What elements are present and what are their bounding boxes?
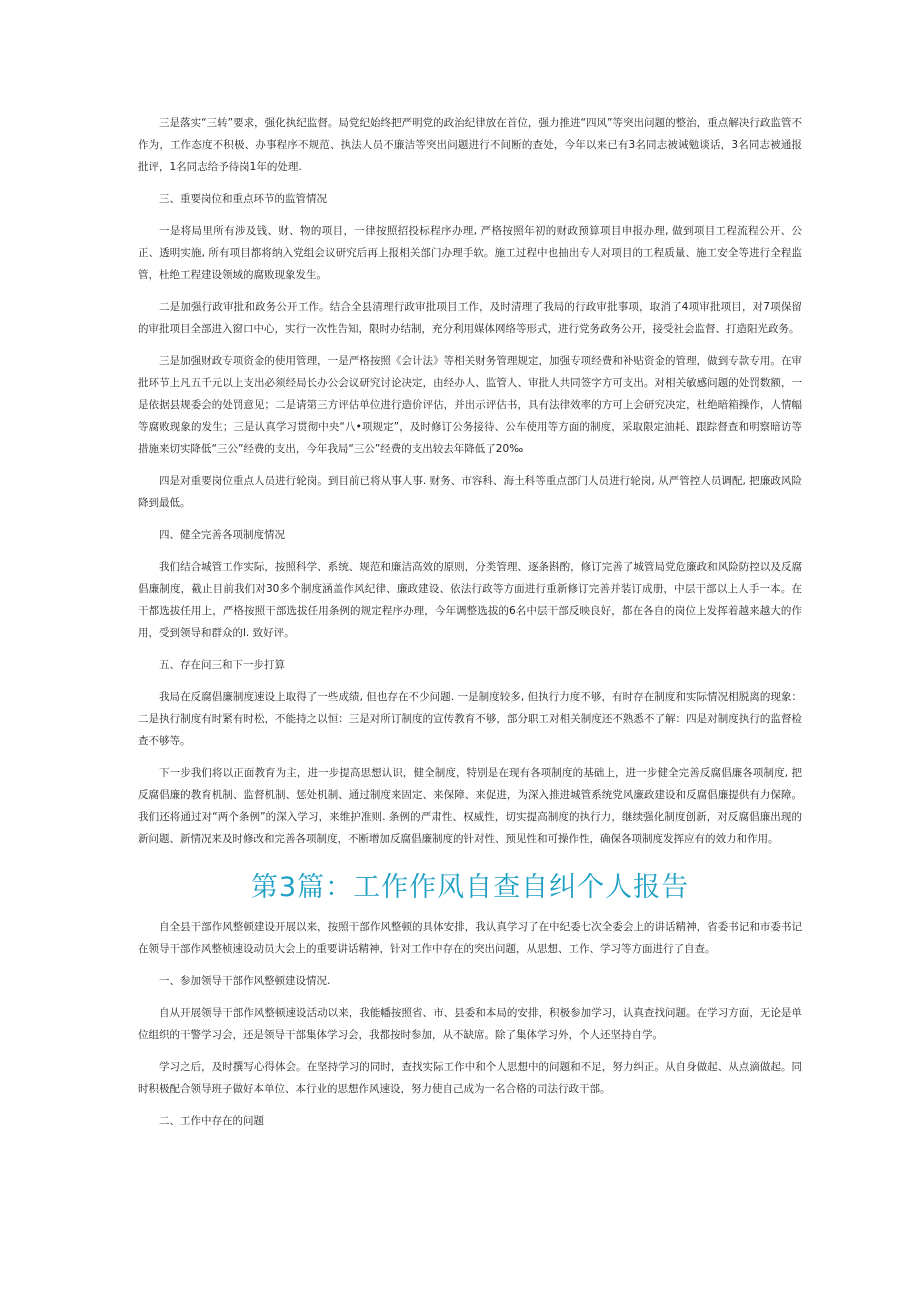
paragraph-reflection: 学习之后，及时撰写心得体会。在坚持学习的同时，查找实际工作中和个人思想中的问题和不足，努力纠正。从自身做起、从点滴做起。同时积极配合领导班子做好本单位、本行业的思想作风速设，努力使自己成为一名合格的司法行政干部。 (138, 1061, 802, 1095)
section-heading-key-posts-supervision: 三、重要岗位和重点环节的监管情况 (159, 193, 327, 205)
paragraph-administrative-approval: 二是加强行政审批和政务公开工作。结合全县清理行政审批项目工作，及时清理了我局的行政审批事项，取消了4项审批项目，对7项保留的审批项目全部进入窗口中心，实行一次性告知，限时办结制，充分利用媒体网络等形式，进行党务政务公开，接受社会监督、打造阳光政务。 (138, 301, 802, 335)
paragraph-study-participation: 自从开展领导干部作风整顿速设活动以来，我能幡按照省、市、县委和本局的安排，积极参加学习，认真查找问题。在学习方面，无论是单位组织的干警学习会，还是领导干部集体学习会，我都按时参加，从不缺席。除了集体学习外，个人还坚持自学。 (138, 1007, 802, 1041)
section-heading-problems-and-plans: 五、存在问三和下一步打算 (159, 659, 285, 671)
document-page (138, 112, 802, 1142)
chapter-title: 第3篇：工作作风自查自纠个人报告 (250, 872, 690, 903)
paragraph-next-steps: 下一步我们将以正面教育为主，进一步提高思想认识，健全制度，特别是在现有各项制度的基础上，进一步健全完善反腐倡廉各项制度, 把反腐倡廉的教育机制、监督机制、惩处机制、通过制度来固定、来保障、来促进，为深入推进城管系统党风廉政建设和反腐倡廉提供有力保障。我们还将通过对“两个条例”的深入学习，来维护准则. 条例的严肃性、权威性，切实提高制度的执行力，继续强化制度创新，对反腐倡廉出现的新问题、新情况来及时修改和完善各项制度，不断增加反腐倡廉制度的针对性、预见性和可操作性，确保各项制度发挥应有的效力和作用。 (138, 767, 802, 845)
paragraph-implement-three-shifts: 三是落实“三转”要求，强化执纪监督。局党纪始终把严明党的政治纪律放在首位，强力推进“四风”等突出问题的整治，重点解决行政监管不作为，工作态度不积极、办事程序不规范、执法人员不廉洁等突出问题进行不间断的查处，今年以来已有3名同志被诫勉谈话，3名同志被通报批评，1名同志给予待岗1年的处理. (138, 117, 802, 173)
section-heading-system-improvement: 四、健全完善各项制度情况 (159, 529, 285, 541)
paragraph-special-funds: 三是加强财政专项资金的使用管理，一是严格按照《会计法》等相关财务管理规定，加强专项经费和补贴资金的管理，做到专款专用。在审批环节上凡五千元以上支出必须经局长办公会议研究讨论决定，由经办人、监管人、审批人共同签字方可支出。对相关敏感问题的处罚数额，一是依据县规委会的处罚意见；二是请第三方评估单位进行造价评估，并出示评估书，具有法律效率的方可上会研究决定，杜绝暗箱操作，人情幅等腐败现象的发生；三是认真学习贯彻中央“八•项规定”，及时修订公务接待、公车使用等方面的制度，采取限定油耗、跟踪督查和明察暗访等措施来切实降低“三公”经费的支出，今年我局“三公”经费的支出较去年降低了20‰ (138, 355, 802, 455)
paragraph-report-intro: 自全县干部作风整顿建设开展以来，按照干部作风整顿的具体安排，我认真学习了在中纪委七次全委会上的讲话精神，省委书记和市委书记在领导干部作风整桢速设动员大会上的重要讲话精神，针对工作中存在的突出问题，从思想、工作、学习等方面进行了自查。 (138, 921, 802, 955)
paragraph-system-revision: 我们结合城管工作实际，按照科学、系统、规范和廉洁高效的原则，分类管理、逐条斟酌，修订完善了城管局党危廉政和风险防控以及反腐倡廉制度，截止目前我们对30多个制度涵盖作风纪律、廉政建设、依法行政等方面进行重新修订完善并装订成册，中层干部以上人手一本。在干都选拔任用上，严格按照干部选拔任用条例的规定程序办理，今年调整选拔的6名中层干部反映良好，都在各自的岗位上发挥着越来越大的作用，受到领导和群众的l. 致好评。 (138, 561, 802, 639)
section-heading-participation: 一、参加领导干部作风整顿建设情况. (159, 975, 331, 987)
paragraph-existing-problems: 我局在反腐倡廉制度速设上取得了一些成绩, 但也存在不少问题. 一是制度较多, 但执行力度不够，有时存在制度和实际情况相脱离的现象：二是执行制度有时紧有时松，不能持之以恒：三是对所订制度的宣传教育不够，部分职工对相关制度还不熟悉不了解：四是对制度执行的监督检查不够等。 (138, 691, 802, 747)
paragraph-project-bidding: 一是将局里所有涉及钱、财、物的项目，一律按照招投标程序办理, 严格按照年初的财政预算项目申报办理, 做到项目工程流程公开、公正、透明实施, 所有项目都将纳入党组会议研究后再上报相关部门办理手软。施工过程中也抽出专人对项目的工程质量、施工安全等进行全程监管，杜绝工程建设领域的腐败现象发生。 (138, 225, 802, 281)
paragraph-job-rotation: 四是对重要岗位重点人员进行轮岗。到目前已将从事人事. 财务、市容科、海土科等重点部门人员进行轮岗, 从严管控人员调配, 把廉政风险降到最低。 (138, 475, 802, 509)
section-heading-work-problems: 二、工作中存在的问题 (159, 1115, 264, 1127)
